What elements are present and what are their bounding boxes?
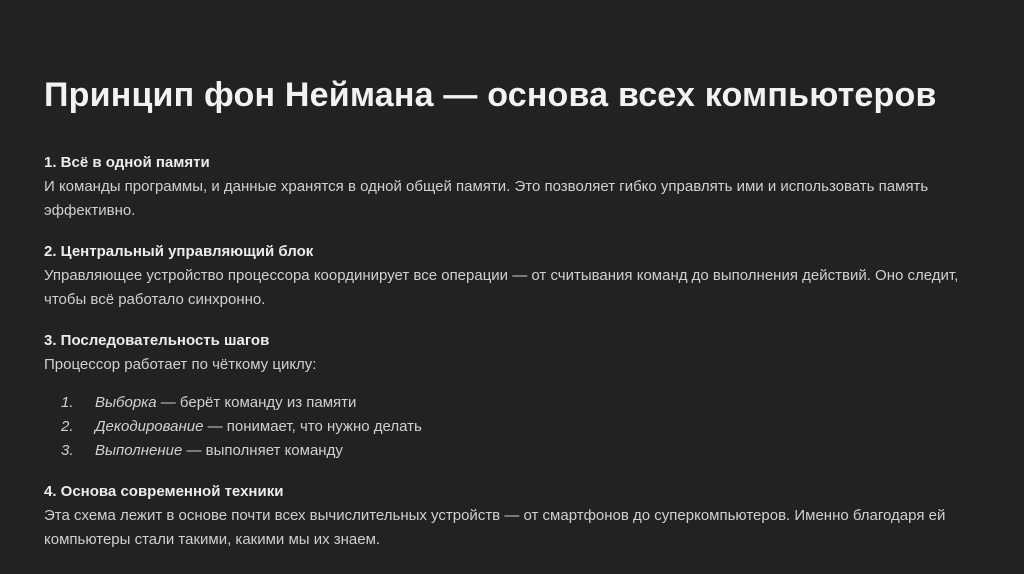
cycle-steps-list	[44, 391, 980, 463]
section-text: И команды программы, и данные хранятся в одной общей памяти. Это позволяет гибко управлять ими и использовать память эффективно.	[44, 178, 929, 219]
list-item	[61, 439, 980, 463]
step-number: 1.	[61, 394, 74, 411]
step-number: 2.	[61, 418, 74, 435]
section-heading: 4. Основа современной техники	[44, 483, 284, 500]
list-item	[61, 391, 980, 415]
step-number: 3.	[61, 442, 74, 459]
step-term: Выборка	[95, 394, 157, 411]
list-item	[61, 415, 980, 439]
section-modern-tech	[44, 480, 980, 552]
section-unified-memory	[44, 151, 980, 223]
section-step-sequence	[44, 329, 980, 463]
section-heading: 3. Последовательность шагов	[44, 332, 270, 349]
slide-title: Принцип фон Неймана — основа всех компьютеров	[44, 76, 937, 114]
step-description: — понимает, что нужно делать	[203, 418, 422, 435]
section-text: Управляющее устройство процессора координирует все операции — от считывания команд до выполнения действий. Оно следит, чтобы всё работало синхронно.	[44, 267, 959, 308]
section-text: Эта схема лежит в основе почти всех вычислительных устройств — от смартфонов до суперкомпьютеров. Именно благодаря ей компьютеры стали такими, какими мы их знаем.	[44, 507, 946, 548]
sections	[44, 151, 980, 552]
step-term: Выполнение	[95, 442, 183, 459]
step-term: Декодирование	[95, 418, 204, 435]
step-description: — выполняет команду	[182, 442, 343, 459]
section-heading: 2. Центральный управляющий блок	[44, 243, 314, 260]
section-heading: 1. Всё в одной памяти	[44, 154, 210, 171]
section-control-unit	[44, 240, 980, 312]
section-text: Процессор работает по чёткому циклу:	[44, 356, 317, 373]
step-description: — берёт команду из памяти	[156, 394, 357, 411]
